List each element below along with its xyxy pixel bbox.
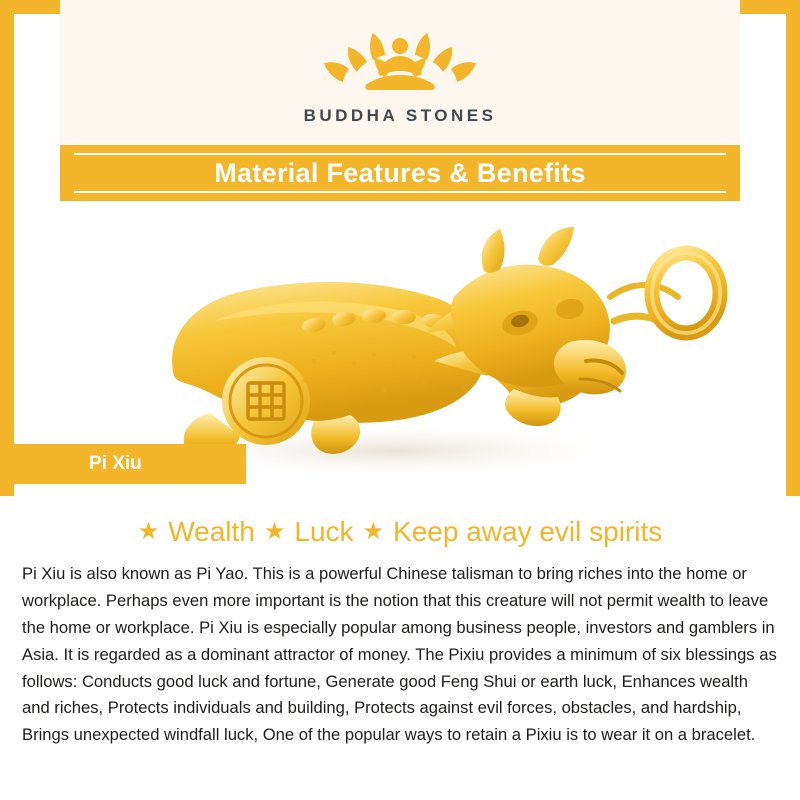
lotus-meditation-figure-icon: [305, 20, 495, 102]
star-icon: ★: [263, 518, 286, 545]
benefit-wealth: Wealth: [168, 516, 255, 547]
description-paragraph: Pi Xiu is also known as Pi Yao. This is a powerful Chinese talisman to bring riches into the home or workplace. Perhaps even more important is the notion that this creature will not permit wealth to leave the home or workplace. Pi Xiu is especially popular among business people, investors and gamblers in Asia. It is regarded as a dominant attractor of money. The Pixiu provides a minimum of six blessings as follows: Conducts good luck and fortune, Generate good Feng Shui or earth luck, Enhances wealth and riches, Protects individuals and building, Protects against evil forces, obstacles, and hardship, Brings unexpected windfall luck, One of the popular ways to retain a Pixiu is to wear it on a bracelet.: [22, 564, 777, 745]
description-section: [0, 496, 800, 800]
star-icon: ★: [137, 518, 160, 545]
benefit-evil-spirits: Keep away evil spirits: [393, 516, 663, 547]
page-title: Material Features & Benefits: [214, 157, 586, 188]
frame-bar-right: [786, 196, 800, 496]
frame-corner-top-left: [0, 0, 60, 200]
section-title-band: [60, 145, 740, 201]
product-label-tab: [14, 444, 246, 484]
frame-bar-left: [0, 196, 14, 496]
benefits-headline: [22, 516, 778, 548]
product-label: Pi Xiu: [89, 453, 142, 474]
brand-header: [60, 0, 740, 145]
brand-name: BUDDHA STONES: [303, 106, 497, 125]
frame-corner-top-right: [740, 0, 800, 200]
benefit-luck: Luck: [294, 516, 354, 547]
star-icon: ★: [362, 518, 385, 545]
